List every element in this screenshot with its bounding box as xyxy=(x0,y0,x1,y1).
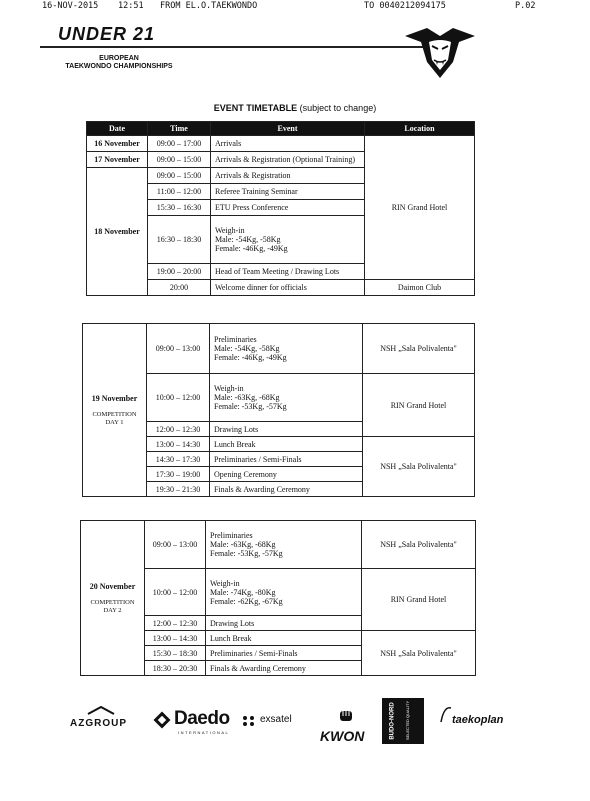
sponsor-taekoplan: taekoplan xyxy=(452,714,504,726)
location-cell: NSH „Sala Polivalenta" xyxy=(362,521,476,569)
time-cell: 17:30 – 19:00 xyxy=(147,467,210,482)
event-cell: Lunch Break xyxy=(206,631,362,646)
budo-nord-logo xyxy=(382,698,424,744)
time-cell: 09:00 – 15:00 xyxy=(148,152,211,168)
logo-sub-2: TAEKWONDO CHAMPIONSHIPS xyxy=(65,63,173,70)
location-cell: RIN Grand Hotel xyxy=(365,136,475,280)
location-cell: RIN Grand Hotel xyxy=(362,569,476,631)
time-cell: 15:30 – 16:30 xyxy=(148,200,211,216)
day-sub-2: DAY 1 xyxy=(105,418,124,426)
time-cell: 12:00 – 12:30 xyxy=(145,616,206,631)
event-cell: Finals & Awarding Ceremony xyxy=(206,661,362,676)
event-cell xyxy=(206,521,362,569)
event-line: Weigh-in xyxy=(215,226,245,235)
col-time: Time xyxy=(148,122,211,136)
timetable-competition-day-1 xyxy=(82,323,475,497)
event-cell xyxy=(210,324,363,374)
location-cell: NSH „Sala Polivalenta" xyxy=(363,437,475,497)
time-cell: 15:30 – 18:30 xyxy=(145,646,206,661)
col-event: Event xyxy=(211,122,365,136)
time-cell: 20:00 xyxy=(148,280,211,296)
date-cell: 17 November xyxy=(87,152,148,168)
event-cell: ETU Press Conference xyxy=(211,200,365,216)
event-cell xyxy=(206,569,362,616)
event-cell: Lunch Break xyxy=(210,437,363,452)
event-line: Female: -53Kg, -57Kg xyxy=(210,549,283,558)
kwon-fist-icon xyxy=(338,708,354,724)
time-cell: 13:00 – 14:30 xyxy=(145,631,206,646)
fax-to: TO 0040212094175 xyxy=(364,1,446,11)
event-cell xyxy=(210,374,363,422)
event-cell: Drawing Lots xyxy=(210,422,363,437)
vampire-mascot-icon xyxy=(405,22,475,80)
event-cell: Arrivals & Registration xyxy=(211,168,365,184)
time-cell: 19:00 – 20:00 xyxy=(148,264,211,280)
title-main: EVENT TIMETABLE xyxy=(213,103,298,113)
logo-subtitle xyxy=(64,55,174,71)
time-cell: 16:30 – 18:30 xyxy=(148,216,211,264)
title-note: (subject to change) xyxy=(299,103,377,113)
sponsor-logos xyxy=(0,696,590,746)
sponsor-budo-sub: SELECTED QUALITY xyxy=(405,700,411,741)
sponsor-daedo: Daedo xyxy=(174,708,230,729)
event-cell: Referee Training Seminar xyxy=(211,184,365,200)
day-date: 19 November xyxy=(91,393,138,403)
sponsor-daedo-sub: INTERNATIONAL xyxy=(178,730,230,735)
event-cell: Drawing Lots xyxy=(206,616,362,631)
col-location: Location xyxy=(365,122,475,136)
fax-from: FROM EL.O.TAEKWONDO xyxy=(160,1,258,11)
event-line: Female: -46Kg, -49Kg xyxy=(215,244,288,253)
event-cell: Finals & Awarding Ceremony xyxy=(210,482,363,497)
date-cell xyxy=(81,521,145,676)
location-cell: NSH „Sala Polivalenta" xyxy=(363,324,475,374)
timetable-competition-day-2 xyxy=(80,520,476,676)
day-sub-1: COMPETITION xyxy=(92,410,137,418)
event-line: Female: -62Kg, -67Kg xyxy=(210,596,283,606)
header-rule xyxy=(40,46,440,48)
event-line: Male: -74Kg, -80Kg xyxy=(210,587,276,597)
logo-text: UNDER 21 xyxy=(58,24,156,44)
sponsor-exsatel: exsatel xyxy=(260,714,292,725)
sponsor-kwon: KWON xyxy=(320,728,365,744)
azgroup-logo-icon xyxy=(86,706,116,716)
time-cell: 09:00 – 13:00 xyxy=(147,324,210,374)
time-cell: 14:30 – 17:30 xyxy=(147,452,210,467)
time-cell: 10:00 – 12:00 xyxy=(145,569,206,616)
sponsor-budo: BUDO-NORD xyxy=(389,702,396,740)
day-sub-1: COMPETITION xyxy=(90,598,135,606)
event-line: Male: -63Kg, -68Kg xyxy=(210,540,276,549)
time-cell: 19:30 – 21:30 xyxy=(147,482,210,497)
event-cell: Preliminaries / Semi-Finals xyxy=(210,452,363,467)
event-line: Weigh-in xyxy=(210,578,240,588)
event-cell: Preliminaries / Semi-Finals xyxy=(206,646,362,661)
fax-page: P.02 xyxy=(515,1,536,11)
event-line: Weigh-in xyxy=(214,384,244,393)
sponsor-azgroup: AZGROUP xyxy=(70,718,127,729)
timetable-arrival-days xyxy=(86,121,475,296)
event-cell: Arrivals xyxy=(211,136,365,152)
event-line: Male: -54Kg, -58Kg xyxy=(215,235,281,244)
time-cell: 09:00 – 13:00 xyxy=(145,521,206,569)
time-cell: 11:00 – 12:00 xyxy=(148,184,211,200)
time-cell: 18:30 – 20:30 xyxy=(145,661,206,676)
logo-sub-1: EUROPEAN xyxy=(99,55,139,62)
time-cell: 13:00 – 14:30 xyxy=(147,437,210,452)
event-line: Male: -54Kg, -58Kg xyxy=(214,344,280,353)
event-cell: Arrivals & Registration (Optional Training) xyxy=(211,152,365,168)
fax-date: 16-NOV-2015 xyxy=(42,1,99,11)
exsatel-logo-icon xyxy=(240,714,258,728)
location-cell: NSH „Sala Polivalenta" xyxy=(362,631,476,676)
event-line: Female: -53Kg, -57Kg xyxy=(214,402,287,411)
event-line: Preliminaries xyxy=(210,531,253,540)
time-cell: 10:00 – 12:00 xyxy=(147,374,210,422)
time-cell: 12:00 – 12:30 xyxy=(147,422,210,437)
event-cell: Head of Team Meeting / Drawing Lots xyxy=(211,264,365,280)
date-cell xyxy=(83,324,147,497)
time-cell: 09:00 – 15:00 xyxy=(148,168,211,184)
day-sub-2: DAY 2 xyxy=(103,606,122,614)
fax-time: 12:51 xyxy=(118,1,144,11)
event-cell: Opening Ceremony xyxy=(210,467,363,482)
daedo-logo-icon xyxy=(152,710,172,730)
event-line: Preliminaries xyxy=(214,335,257,344)
date-cell: 18 November xyxy=(87,168,148,296)
location-cell: RIN Grand Hotel xyxy=(363,374,475,437)
day-date: 20 November xyxy=(89,581,136,591)
event-line: Male: -63Kg, -68Kg xyxy=(214,393,280,402)
fax-header xyxy=(0,0,590,12)
event-cell xyxy=(211,216,365,264)
page-title xyxy=(0,103,590,113)
date-cell: 16 November xyxy=(87,136,148,152)
col-date: Date xyxy=(87,122,148,136)
event-cell: Welcome dinner for officials xyxy=(211,280,365,296)
location-cell: Daimon Club xyxy=(365,280,475,296)
time-cell: 09:00 – 17:00 xyxy=(148,136,211,152)
event-line: Female: -46Kg, -49Kg xyxy=(214,353,287,362)
